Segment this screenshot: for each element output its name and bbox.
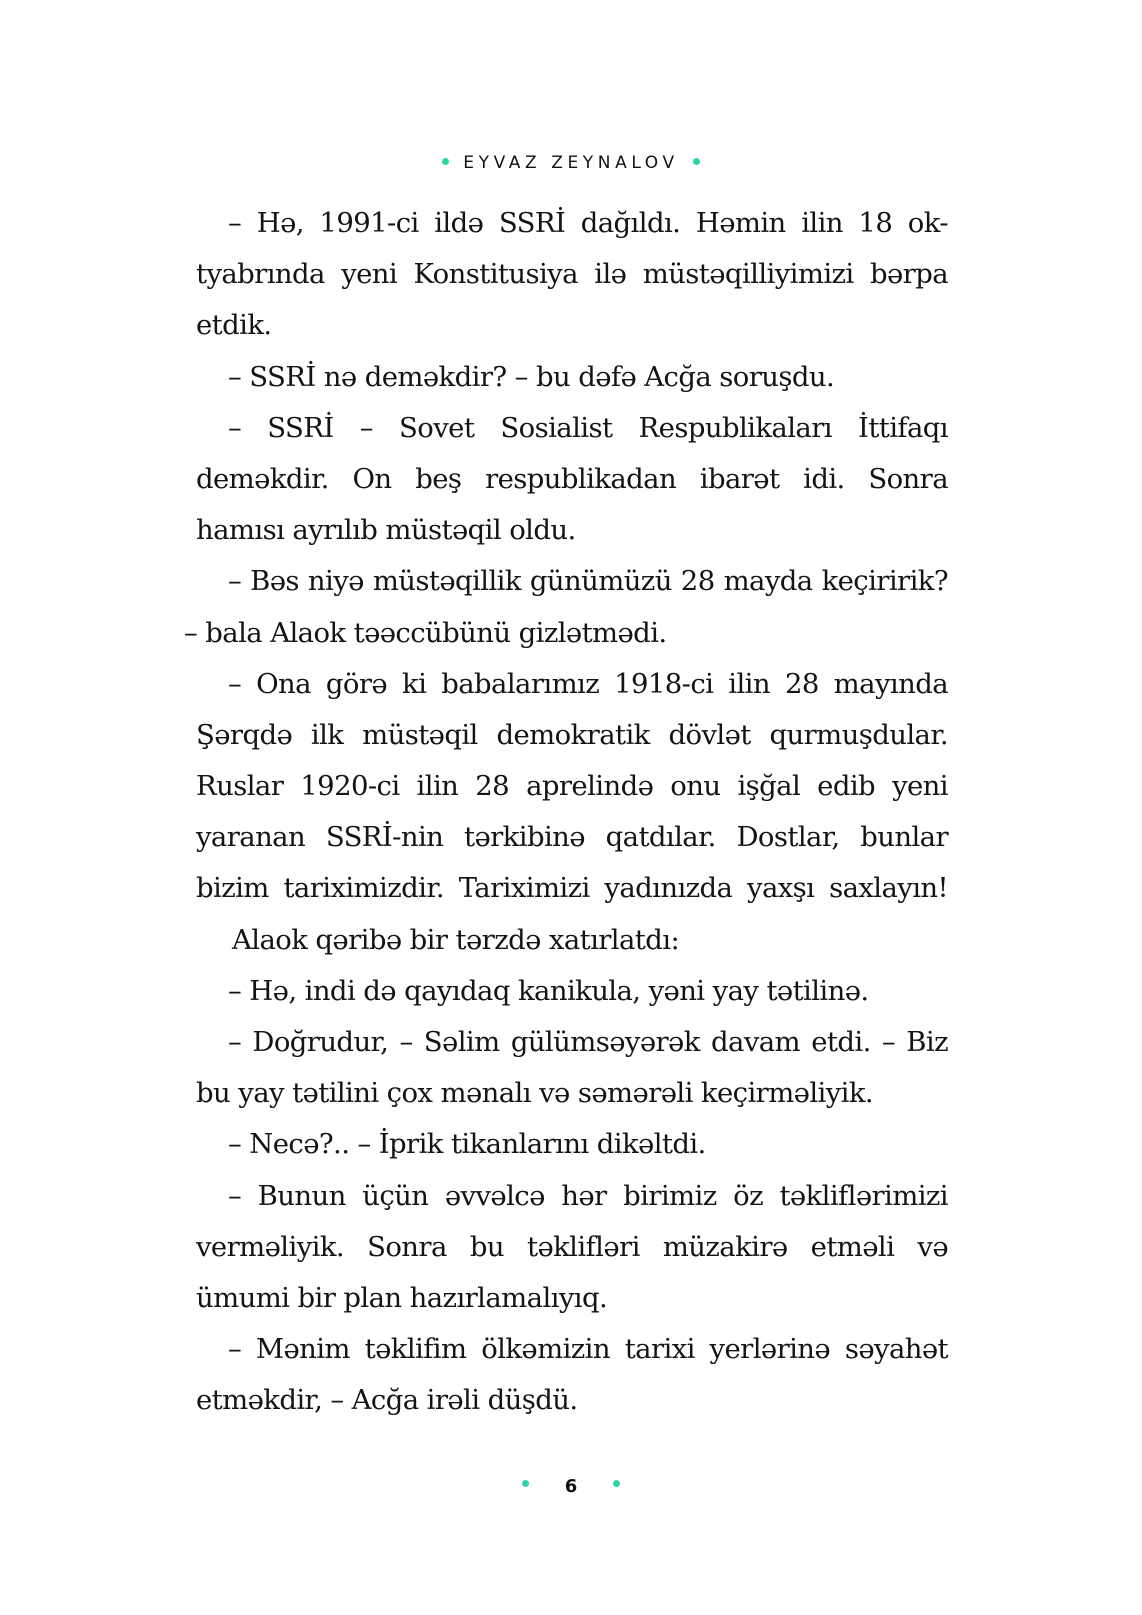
text-line: yaranan SSRİ-nin tərkibinə qatdılar. Dostlar, bunlar <box>196 821 948 854</box>
text-line: hamısı ayrılıb müstəqil oldu. <box>196 514 576 547</box>
text-line: – bala Alaok təəccübünü gizlətmədi. <box>184 616 667 649</box>
text-line: deməkdir. On beş respublikadan ibarət idi. Sonra <box>196 462 948 495</box>
text-line: – Hə, indi də qayıdaq kanikula, yəni yay tətilinə. <box>228 974 869 1007</box>
text-line: Alaok qəribə bir tərzdə xatırlatdı: <box>232 923 680 956</box>
text-line: – Ona görə ki babalarımız 1918-ci ilin 28 mayında <box>228 667 948 700</box>
text-line: ümumi bir plan hazırlamalıyıq. <box>196 1281 608 1314</box>
text-line: Şərqdə ilk müstəqil demokratik dövlət qurmuşdular. <box>196 718 948 751</box>
text-line: etməkdir, – Acğa irəli düşdü. <box>196 1384 578 1417</box>
text-line: – Hə, 1991-ci ildə SSRİ dağıldı. Həmin ilin 18 ok- <box>228 207 948 239</box>
text-line: – SSRİ – Sovet Sosialist Respublikaları İttifaqı <box>228 411 948 444</box>
bullet-dot-icon <box>522 1480 529 1487</box>
page-footer <box>0 1476 1142 1498</box>
page-number: 6 <box>564 1476 578 1497</box>
text-line: bizim tariximizdir. Tariximizi yadınızda yaxşı saxlayın! <box>196 872 948 905</box>
text-line: verməliyik. Sonra bu təklifləri müzakirə etməli və <box>196 1230 948 1263</box>
bullet-dot-icon <box>693 158 700 165</box>
bullet-dot-icon <box>613 1480 620 1487</box>
running-head <box>0 152 1142 174</box>
text-line: tyabrında yeni Konstitusiya ilə müstəqilliyimizi bərpa <box>196 258 948 291</box>
text-line: etdik. <box>196 309 272 342</box>
text-line: – Bunun üçün əvvəlcə hər birimiz öz təkliflərimizi <box>228 1179 948 1212</box>
bullet-dot-icon <box>442 158 449 165</box>
text-line: Ruslar 1920-ci ilin 28 aprelində onu işğal edib yeni <box>196 770 948 803</box>
text-line: – Necə?.. – İprik tikanlarını dikəltdi. <box>228 1128 706 1161</box>
author-name: EYVAZ ZEYNALOV <box>463 153 679 173</box>
text-line: – Mənim təklifim ölkəmizin tarixi yerlərinə səyahət <box>228 1333 948 1366</box>
text-line: – Bəs niyə müstəqillik günümüzü 28 mayda keçiririk? <box>228 565 948 598</box>
text-line: – Doğrudur, – Səlim gülümsəyərək davam etdi. – Biz <box>228 1026 948 1058</box>
text-line: – SSRİ nə deməkdir? – bu dəfə Acğa soruşdu. <box>228 360 835 393</box>
text-line: bu yay tətilini çox mənalı və səmərəli keçirməliyik. <box>196 1077 874 1110</box>
body-text <box>184 198 948 1427</box>
